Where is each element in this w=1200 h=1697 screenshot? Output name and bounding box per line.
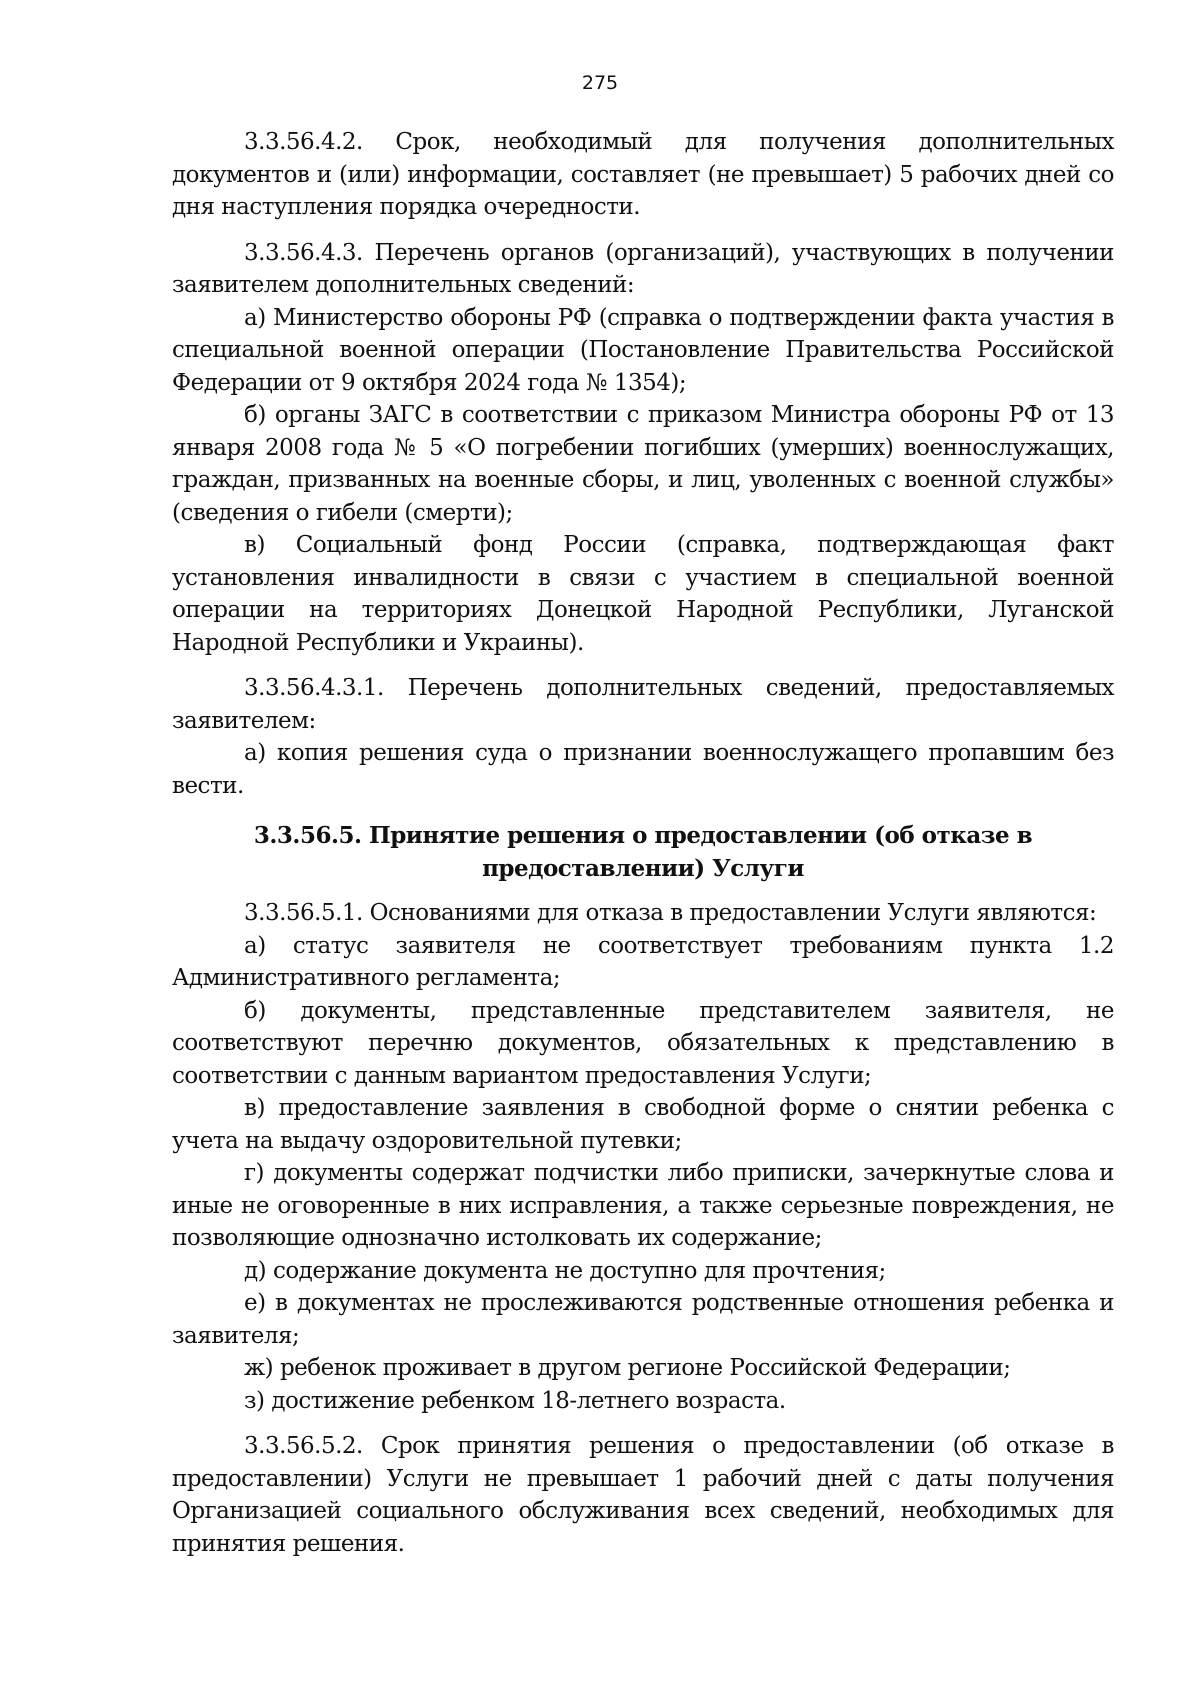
paragraph-3-3-56-4-3-1: 3.3.56.4.3.1. Перечень дополнительных сведений, предоставляемых заявителем: — [172, 675, 1114, 734]
list-item-b-zags: б) органы ЗАГС в соответствии с приказом Министра обороны РФ от 13 января 2008 года № 5 «О погребении погибших (умерших) военнослужащих, граждан, призванных на военные сборы, и лиц, уволенных с военной службы» (сведения о гибели (смерти); — [172, 402, 1114, 526]
list-item-v-social-fund: в) Социальный фонд России (справка, подтверждающая факт установления инвалидности в связи с участием в специальной военной операции на территориях Донецкой Народной Республики, Луганской Народной Республики и Украины). — [172, 532, 1114, 656]
list-item-a-ministry-of-defense: а) Министерство обороны РФ (справка о подтверждении факта участия в специальной военной операции (Постановление Правительства Российской Федерации от 9 октября 2024 года № 1354); — [172, 304, 1114, 396]
paragraph-3-3-56-4-3: 3.3.56.4.3. Перечень органов (организаций), участвующих в получении заявителем дополнительных сведений: — [172, 239, 1114, 298]
document-body — [172, 126, 1114, 1560]
section-heading-3-3-56-5: 3.3.56.5. Принятие решения о предоставлении (об отказе в предоставлении) Услуги — [253, 822, 1033, 882]
page-number: 275 — [581, 72, 619, 94]
paragraph-3-3-56-4-2: 3.3.56.4.2. Срок, необходимый для получения дополнительных документов и (или) информации, составляет (не превышает) 5 рабочих дней со дня наступления порядка очередности. — [172, 129, 1114, 220]
paragraph-3-3-56-5-1: 3.3.56.5.1. Основаниями для отказа в предоставлении Услуги являются: — [244, 900, 1097, 926]
list-item-v-application: в) предоставление заявления в свободной форме о снятии ребенка с учета на выдачу оздоровительной путевки; — [172, 1095, 1114, 1154]
list-item-e-relations: е) в документах не прослеживаются родственные отношения ребенка и заявителя; — [172, 1290, 1114, 1349]
list-item-zh-region: ж) ребенок проживает в другом регионе Российской Федерации; — [244, 1355, 1011, 1381]
list-item-z-age: з) достижение ребенком 18-летнего возраста. — [244, 1387, 786, 1414]
list-item-b-documents: б) документы, представленные представителем заявителя, не соответствуют перечню документов, обязательных к представлению в соответствии с данным вариантом предоставления Услуги; — [172, 997, 1114, 1089]
list-item-d-unreadable: д) содержание документа не доступно для прочтения; — [244, 1257, 886, 1284]
list-item-a-status: а) статус заявителя не соответствует требованиям пункта 1.2 Административного регламента; — [172, 932, 1114, 991]
paragraph-3-3-56-5-2: 3.3.56.5.2. Срок принятия решения о предоставлении (об отказе в предоставлении) Услуги не превышает 1 рабочий дней с даты получения Организацией социального обслуживания всех сведений, необходимых для принятия решения. — [172, 1433, 1114, 1557]
list-item-a-court-decision: а) копия решения суда о признании военнослужащего пропавшим без вести. — [172, 740, 1114, 799]
list-item-g-corrections: г) документы содержат подчистки либо приписки, зачеркнутые слова и иные не оговоренные в них исправления, а также серьезные повреждения, не позволяющие однозначно истолковать их содержание; — [172, 1160, 1114, 1251]
